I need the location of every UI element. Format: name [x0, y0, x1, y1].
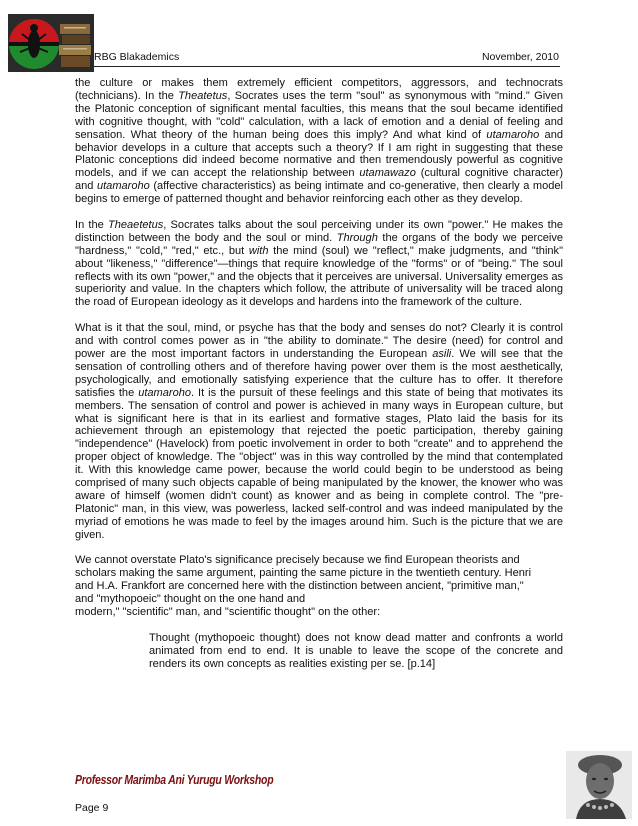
page-number: Page 9 — [75, 802, 109, 814]
italic-term: Theaetetus — [108, 218, 164, 231]
text-run: the culture or makes them extremely efficient competitors, aggressors, and technocrats (technicians). In the — [75, 77, 563, 102]
paragraph-3 — [75, 322, 563, 541]
italic-term: asili — [432, 348, 452, 360]
italic-term: utamawazo — [359, 167, 416, 180]
italic-term: Theatetus — [178, 89, 228, 102]
text-run: In the — [75, 218, 108, 231]
text-run: . It is the pursuit of these feelings and this state of being that motivates its members. The sensation of control and power is achieved in many ways in European culture, but what is significant here is that in its earliest and formative stages, Plato laid the basis for its achievement through an epistemology that rejected the poetic participation, thereby gaining "independence" (Havelock) from poetic involvement in order to both "create" and to apprehend the proper object of knowledge. The "object" was in this way controlled by the mind that contemplated it. With this knowledge came power, because the world could begin to be understood as being comprised of many such objects capable of being manipulated by the knower, the knower who was aware of himself (women didn't count) as knower and as being in complete control. The "pre-Platonic" man, in this view, was powerless, lacked self-control and was indeed manipulated by the myriad of emotions he was made to feel by the images around him. Such is the picture that we are given. — [75, 386, 563, 541]
italic-term: Through — [336, 231, 378, 244]
header-org: RBG Blakademics — [94, 51, 180, 63]
text-run: the mind (soul) we "reflect," make judgments, and "think" about "likeness," "difference"—things that require knowledge of the "forms" or of "being." The soul reflects with its own "power," and the objects that it perceives are universal. Universality emerges as superiority and value. In the chapters which follow, the attribute of universality will be traced along the road of European ideology as it develops and hardens into the framework of the culture. — [75, 244, 563, 309]
header-date: November, 2010 — [481, 51, 559, 63]
text-run: , Socrates talks about the soul perceiving under its own "power." He makes the distinction between the body and the soul or mind. — [75, 218, 563, 244]
paragraph-4-line: scholars making the same argument, painting the same picture in the twentieth century. Henri — [75, 567, 532, 580]
text-run: . We will see that the sensation of controlling others and of therefore having power over them is the most aesthetically, psychologically, and emotionally satisfying experience that the culture has to offer. It therefore satisfies the — [75, 348, 563, 399]
paragraph-4-line: modern," "scientific" man, and "scientific thought" on the other: — [75, 606, 381, 619]
rbg-logo-icon — [8, 14, 94, 72]
block-quote: Thought (mythopoeic thought) does not know dead matter and confronts a world animated from end to end. It is unable to leave the scope of the concrete and renders its own concepts as realities existing per se. [p.14] — [149, 631, 563, 670]
footer-title: Professor Marimba Ani Yurugu Workshop — [75, 773, 274, 787]
text-run: , Socrates uses the term "soul" as synonymous with "mind." Given the Platonic conception of significant mental faculties, this means that the soul became identified with cognitive thought, with "cold" calculation, with a lack of emotion and a denial of feeling and sensation. What theory of the human being does this imply? And what kind of — [75, 89, 563, 141]
text-run: What is it that the soul, mind, or psyche has that the body and senses do not? Clearly it is control and with control comes power as in "the ability to dominate." The desire (need) for control and power are the most important factors in understanding the European — [75, 322, 563, 360]
italic-term: utamaroho — [96, 180, 150, 193]
text-run: (cultural cognitive character) and — [75, 167, 563, 193]
paragraph-4 — [75, 554, 563, 619]
italic-term: utamaroho — [138, 386, 192, 399]
paragraph-4-line: We cannot overstate Plato's significance precisely because we find European theorists and — [75, 554, 520, 567]
paragraph-4-line: and H.A. Frankfort are concerned here with the distinction between ancient, "primitive man," — [75, 580, 524, 593]
text-run: and behavior develops in a culture that accepts such a theory? If I am right in suggesting that these Platonic conceptions did indeed become normative and then tremendously powerful as cognitive models, and if we can accept the relationship between — [75, 128, 563, 180]
text-run: the organs of the body we perceive "hardness," "cold," "red," etc., but — [75, 231, 563, 257]
author-portrait-photo — [566, 751, 632, 819]
paragraph-2 — [75, 219, 563, 309]
page-header — [0, 0, 638, 76]
header-divider — [94, 66, 560, 67]
italic-term: with — [248, 244, 269, 257]
paragraph-1 — [75, 77, 563, 206]
document-body — [75, 77, 563, 684]
text-run: (affective characteristics) as being intimate and co-generative, then clearly a model begins to emerge of patterned thought and behavior reinforcing each other as they develop. — [75, 180, 563, 206]
paragraph-4-line: and "mythopoeic" thought on the one hand and — [75, 593, 306, 606]
italic-term: utamaroho — [486, 128, 540, 141]
